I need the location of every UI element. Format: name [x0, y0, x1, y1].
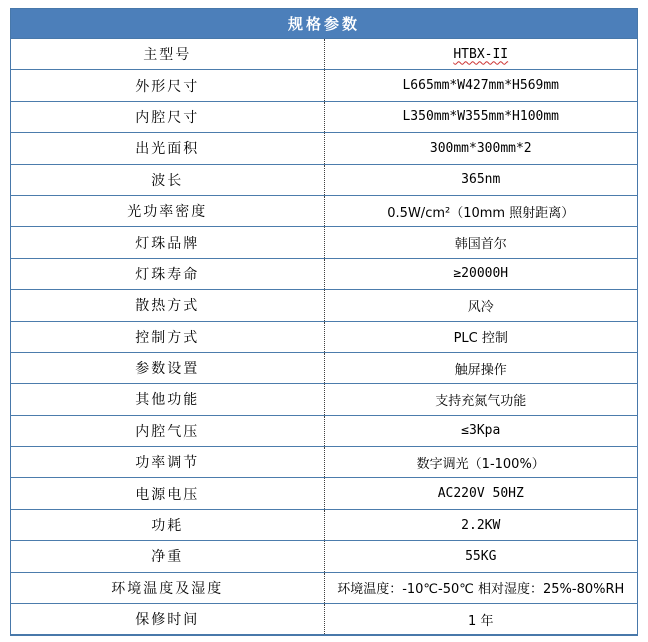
spec-label: 外形尺寸: [11, 70, 325, 101]
spec-row: [11, 258, 638, 289]
spec-row: [11, 290, 638, 321]
spec-value: [324, 164, 638, 195]
spec-value: [324, 604, 638, 636]
spec-label: 波长: [11, 164, 325, 195]
spec-value: [324, 227, 638, 258]
spec-value: [324, 541, 638, 572]
spec-value: [324, 101, 638, 132]
spec-value-text: PLC 控制: [453, 331, 508, 347]
spec-row: [11, 541, 638, 572]
spec-label: 出光面积: [11, 133, 325, 164]
spec-value-text: ≥20000H: [453, 266, 509, 282]
spec-value: [324, 290, 638, 321]
spec-value: [324, 321, 638, 352]
spec-label: 其他功能: [11, 384, 325, 415]
spec-value: [324, 447, 638, 478]
table-title: 规格参数: [11, 9, 638, 39]
spec-value: [324, 478, 638, 509]
spec-label: 功率调节: [11, 447, 325, 478]
spec-label: 散热方式: [11, 290, 325, 321]
spec-value-text: L350mm*W355mm*H100mm: [402, 109, 560, 125]
spec-row: [11, 447, 638, 478]
spec-value-text: 55KG: [465, 548, 497, 564]
spec-value-text: 韩国首尔: [454, 237, 507, 253]
spec-row: [11, 604, 638, 636]
table-header-row: [11, 9, 638, 39]
spec-value-text: 支持充氮气功能: [435, 393, 527, 409]
spec-value: [324, 195, 638, 226]
spec-row: [11, 195, 638, 226]
spec-value: [324, 572, 638, 603]
spec-row: [11, 415, 638, 446]
spec-row: [11, 321, 638, 352]
spec-label: 功耗: [11, 509, 325, 540]
spec-value: [324, 258, 638, 289]
spec-label: 控制方式: [11, 321, 325, 352]
spec-value-text: 2.2KW: [461, 517, 501, 533]
spec-label: 参数设置: [11, 352, 325, 383]
spec-label: 光功率密度: [11, 195, 325, 226]
spec-value-text: 环境温度：-10℃-50℃ 相对湿度：25%-80%RH: [337, 582, 625, 598]
spec-row: [11, 227, 638, 258]
spec-value-text: AC220V 50HZ: [437, 486, 524, 502]
spec-row: [11, 478, 638, 509]
spec-value: [324, 133, 638, 164]
spec-table: [10, 8, 638, 636]
spec-row: [11, 70, 638, 101]
spec-row: [11, 164, 638, 195]
spec-row: [11, 384, 638, 415]
spec-value-text: 风冷: [467, 299, 494, 315]
spec-value-text: 300mm*300mm*2: [429, 140, 532, 156]
spec-value-text: 365nm: [461, 172, 501, 188]
spec-value: [324, 384, 638, 415]
spec-value: [324, 415, 638, 446]
spec-row: [11, 39, 638, 70]
spec-label: 环境温度及湿度: [11, 572, 325, 603]
spec-row: [11, 572, 638, 603]
spec-label: 净重: [11, 541, 325, 572]
spec-value: [324, 352, 638, 383]
spec-row: [11, 101, 638, 132]
spec-row: [11, 509, 638, 540]
spec-value: [324, 70, 638, 101]
spec-label: 内腔气压: [11, 415, 325, 446]
spec-label: 灯珠品牌: [11, 227, 325, 258]
spec-row: [11, 352, 638, 383]
spec-value: [324, 509, 638, 540]
spec-label: 内腔尺寸: [11, 101, 325, 132]
spec-label: 电源电压: [11, 478, 325, 509]
spec-value-text: L665mm*W427mm*H569mm: [402, 78, 560, 94]
spec-label: 保修时间: [11, 604, 325, 636]
spec-value-text: 0.5W/cm²（10mm 照射距离）: [387, 205, 575, 221]
spec-value-text: 触屏操作: [454, 362, 507, 378]
spec-row: [11, 133, 638, 164]
spec-table-body: [11, 39, 638, 636]
spec-label: 灯珠寿命: [11, 258, 325, 289]
spec-value-text: HTBX-II: [453, 46, 509, 62]
spec-label: 主型号: [11, 39, 325, 70]
spec-value: [324, 39, 638, 70]
spec-value-text: 数字调光（1-100%）: [416, 456, 545, 472]
spec-value-text: 1 年: [468, 613, 494, 629]
spec-value-text: ≤3Kpa: [461, 423, 501, 439]
